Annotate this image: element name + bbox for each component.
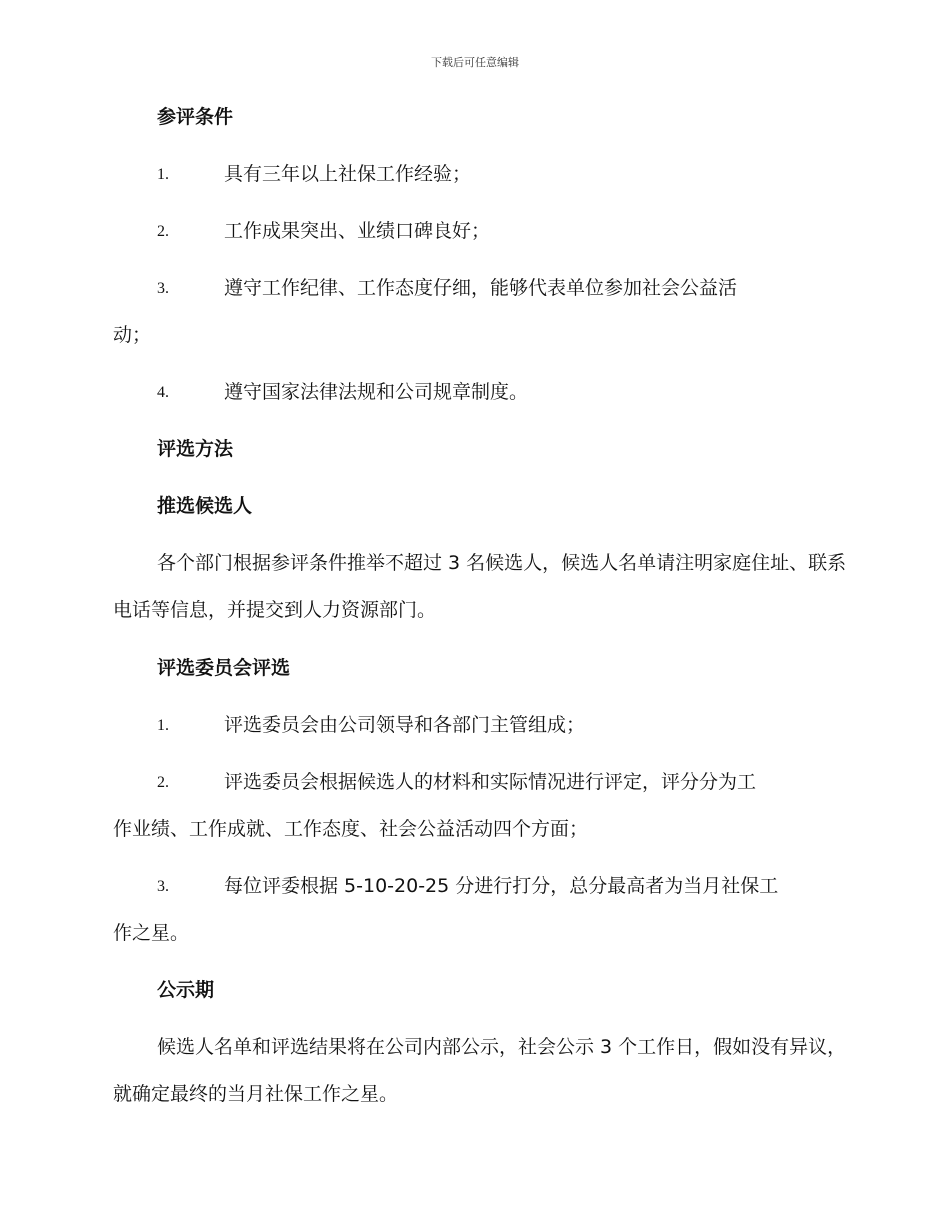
list-text-continuation: 作之星。 bbox=[113, 922, 190, 944]
list-item bbox=[113, 160, 848, 188]
section-title-method: 评选方法 bbox=[157, 438, 234, 460]
section-title-committee: 评选委员会评选 bbox=[157, 657, 291, 679]
list-number: 3. bbox=[157, 878, 169, 895]
list-number: 1. bbox=[157, 166, 169, 183]
list-text-continuation: 动； bbox=[113, 324, 152, 346]
page-header: 下载后可任意编辑 bbox=[431, 56, 519, 69]
list-number: 1. bbox=[157, 717, 169, 734]
list-text: 遵守工作纪律、工作态度仔细，能够代表单位参加社会公益活 bbox=[224, 277, 738, 299]
list-number: 2. bbox=[157, 774, 169, 791]
list-item bbox=[113, 711, 848, 739]
list-number: 2. bbox=[157, 223, 169, 240]
list-item bbox=[113, 217, 848, 245]
list-text: 具有三年以上社保工作经验； bbox=[224, 163, 472, 185]
list-number: 4. bbox=[157, 384, 169, 401]
list-text: 评选委员会由公司领导和各部门主管组成； bbox=[224, 714, 586, 736]
list-item bbox=[113, 768, 848, 843]
list-text: 工作成果突出、业绩口碑良好； bbox=[224, 220, 491, 242]
list-text-continuation: 作业绩、工作成就、工作态度、社会公益活动四个方面； bbox=[113, 818, 589, 840]
list-text: 每位评委根据 5-10-20-25 分进行打分，总分最高者为当月社保工 bbox=[224, 875, 779, 897]
list-number: 3. bbox=[157, 280, 169, 297]
section-title-nominate: 推选候选人 bbox=[157, 495, 253, 517]
paragraph-nominate: 各个部门根据参评条件推举不超过 3 名候选人，候选人名单请注明家庭住址、联系电话等信息，并提交到人力资源部门。 bbox=[113, 552, 847, 621]
list-item bbox=[113, 274, 848, 349]
list-text: 遵守国家法律法规和公司规章制度。 bbox=[224, 381, 529, 403]
section-title-publicity: 公示期 bbox=[157, 979, 215, 1001]
list-item bbox=[113, 378, 848, 406]
list-item bbox=[113, 872, 848, 947]
list-text: 评选委员会根据候选人的材料和实际情况进行评定，评分分为工 bbox=[224, 771, 757, 793]
section-title-conditions: 参评条件 bbox=[157, 106, 234, 128]
paragraph-publicity: 候选人名单和评选结果将在公司内部公示，社会公示 3 个工作日，假如没有异议，就确定最终的当月社保工作之星。 bbox=[113, 1036, 847, 1105]
document-body bbox=[113, 103, 848, 1138]
